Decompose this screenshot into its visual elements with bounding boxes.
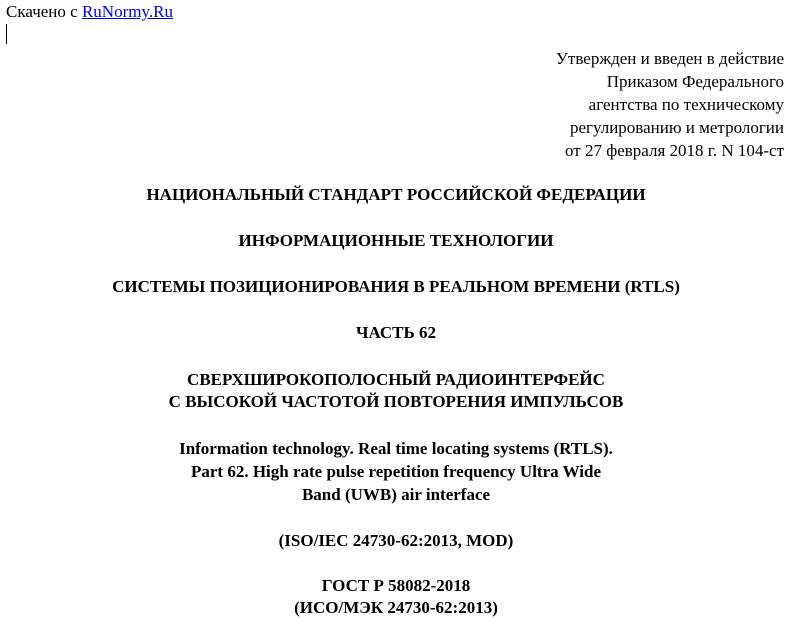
standard-title [0, 369, 792, 413]
english-title-line: Band (UWB) air interface [301, 485, 491, 504]
standard-subtitle: СИСТЕМЫ ПОЗИЦИОНИРОВАНИЯ В РЕАЛЬНОМ ВРЕМЕНИ (RTLS) [112, 277, 680, 296]
download-source-prefix: Скачено с [6, 2, 82, 21]
gost-number: ГОСТ Р 58082-2018 [321, 576, 471, 595]
approval-block [556, 47, 784, 162]
download-source-note [6, 2, 173, 22]
standard-title-line: С ВЫСОКОЙ ЧАСТОТОЙ ПОВТОРЕНИЯ ИМПУЛЬСОВ [168, 392, 624, 411]
standard-part: ЧАСТЬ 62 [355, 323, 436, 342]
iso-ru-reference: (ИСО/МЭК 24730-62:2013) [294, 598, 498, 617]
approval-line: от 27 февраля 2018 г. N 104-ст [564, 141, 784, 160]
approval-line: регулированию и метрологии [569, 118, 784, 137]
standard-title-line: СВЕРХШИРОКОПОЛОСНЫЙ РАДИОИНТЕРФЕЙС [187, 370, 605, 389]
approval-line: агентства по техническому [588, 95, 784, 114]
english-title [0, 437, 792, 506]
approval-line: Приказом Федерального [606, 72, 784, 91]
iso-reference: (ISO/IEC 24730-62:2013, MOD) [278, 531, 514, 550]
english-title-line: Information technology. Real time locating systems (RTLS). [179, 439, 613, 458]
standard-topic: ИНФОРМАЦИОННЫЕ ТЕХНОЛОГИИ [238, 231, 554, 250]
runormy-link[interactable]: RuNormy.Ru [81, 2, 173, 21]
text-cursor [6, 24, 7, 44]
standard-header: НАЦИОНАЛЬНЫЙ СТАНДАРТ РОССИЙСКОЙ ФЕДЕРАЦИИ [146, 185, 646, 204]
english-title-line: Part 62. High rate pulse repetition frequency Ultra Wide [190, 462, 601, 481]
approval-line: Утвержден и введен в действие [555, 49, 784, 68]
